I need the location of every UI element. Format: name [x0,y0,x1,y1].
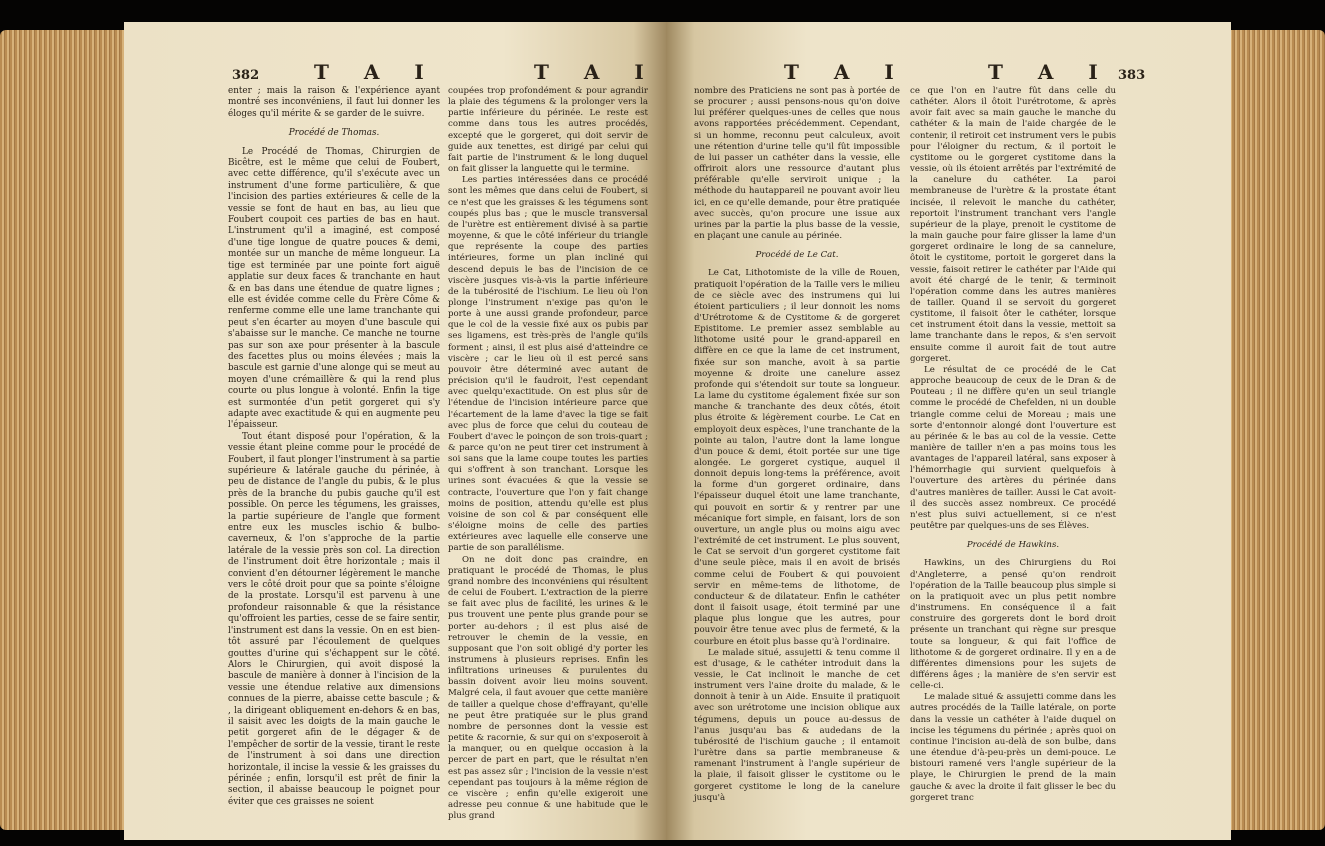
right-col1-heading: Procédé de Le Cat. [755,250,839,261]
right-page [666,22,1231,840]
right-col2-paragraph-1: ce que l'on en l'autre fût dans celle du cathéter. Alors il ôtoit l'urétrotome, & après avoir fait avec sa main gauche le manche du cathéter & la main de l'aide chargée de le contenir, il retiroit cet instrument vers le pubis pour l'éloigner du rectum, & il portoit le cystitome ou le gorgeret cystitome dans la vessie, où ils étoient arrêtés par l'extrémité de la canelure du cathéter. La paroi membraneuse de l'urètre & la prostate étant incisée, il relevoit le manche du cathéter, reportoit l'instrument tranchant vers l'angle supérieur de la playe, prenoit le cystitome de la main gauche pour faire glisser la lame d'un gorgeret ordinaire le long de sa cannelure, ôtoit le cystitome, portoit le gorgeret dans la vessie, faisoit retirer le cathéter par l'Aide qui avoit été chargé de le tenir, & terminoit l'opération comme dans les autres manières de tailler. Quand il se servoit du gorgeret cystitome, il faisoit ôter le cathéter, lorsque cet instrument étoit dans la vessie, mettoit sa lame tranchante dans le repos, & s'en servoit ensuite comme il auroit fait de tout autre gorgeret. [910,86,1116,364]
right-col2-paragraph-3: Hawkins, un des Chirurgiens du Roi d'Angleterre, a pensé qu'on rendroit l'opération de la Taille beaucoup plus simple si on la pratiquoit avec un plus petit nombre d'instrumens. En conséquence il a fait construire des gorgerets dont le bord droit présente un tranchant qui règne sur presque toute sa longueur, & qui fait l'office de lithotome & de gorgeret ordinaire. Il y en a de différentes dimensions pour les sujets de différens âges ; la manière de s'en servir est celle-ci. [910,558,1116,692]
left-col1-top-text: enter ; mais la raison & l'expérience ayant montré ses inconvéniens, il faut lui donner les éloges qu'il mérite & se garder de le suivre. [228,86,440,119]
left-col1-heading: Procédé de Thomas. [288,128,380,139]
right-col1-paragraph-3: Le malade situé, assujetti & tenu comme il est d'usage, & le cathéter introduit dans la vessie, le Cat inclinoit le manche de cet instrument vers l'aine droite du malade, & le donnoit à tenir à un Aide. Ensuite il pratiquoit avec son urétrotome une incision oblique aux tégumens, depuis un pouce au-dessus de l'anus jusqu'au bas & audedans de la tubérosité de l'ischium gauche ; il entamoit l'urètre dans sa partie membraneuse & ramenant l'instrument à l'angle supérieur de la plaie, il faisoit glisser le cystitome ou le gorgeret cystitome le long de la canelure jusqu'à [694,647,900,803]
left-col1-paragraph-2: Tout étant disposé pour l'opération, & la vessie étant pleine comme pour le procédé de Foubert, il faut plonger l'instrument à sa partie supérieure & latérale gauche du périnée, à peu de distance de l'angle du pubis, & le plus près de la branche du pubis gauche qu'il est possible. On perce les tégumens, les graisses, la partie supérieure de l'angle que forment entre eux les muscles ischio & bulbo-caverneux, & l'on s'approche de la partie latérale de la vessie près son col. La direction de l'instrument doit être horizontale ; mais il convient d'en détourner légèrement le manche vers le côté droit pour que sa pointe s'éloigne de la prostate. Lorsqu'il est parvenu à une profondeur raisonnable & que la résistance qu'offroient les parties, cesse de se faire sentir, l'instrument est dans la vessie. On en est bien-tôt assuré par l'écoulement de quelques gouttes d'urine qui s'échappent sur le côté. Alors le Chirurgien, qui avoit disposé la bascule de manière à donner à l'incision de la vessie une étendue relative aux dimensions connues de la pierre, abaisse cette bascule ; & , la dirigeant obliquement en-dehors & en bas, il saisit avec les doigts de la main gauche le petit gorgeret afin de le dégager & de l'empêcher de sortir de la vessie, tirant le reste de l'instrument à soi dans une direction horizontale, il incise la vessie & les graisses du périnée ; enfin, lorsqu'il est prêt de finir la section, il abaisse beaucoup le poignet pour éviter que ces graisses ne soient [228,431,440,807]
left-column-1 [228,86,440,808]
right-col2-paragraph-4: Le malade situé & assujetti comme dans les autres procédés de la Taille latérale, on porte dans la vessie un cathéter à l'aide duquel on incise les tégumens du périnée ; après quoi on continue l'incision au-delà de son bulbe, dans une étendue d'à-peu-près un demi-pouce. Le bistouri ramené vers l'angle supérieur de la playe, le Chirurgien le prend de la main gauche & avec la droite il fait glisser le bec du gorgeret tranc [910,692,1116,803]
right-running-header-col2: T A I [988,60,1112,84]
left-page [124,22,666,840]
left-col2-paragraph-2: Les parties intéressées dans ce procédé sont les mêmes que dans celui de Foubert, si ce n'est que les graisses & les tégumens sont coupés plus bas ; que le muscle transversal de l'urètre est entièrement divisé à sa partie moyenne, & que le côté inférieur du triangle que représente la coupe des parties intérieures, forme un plan incliné qui descend depuis le bas de l'incision de ce viscère jusques vis-à-vis la partie inférieure de la tubérosité de l'ischium. Le lieu où l'on plonge l'instrument n'exige pas qu'on le porte à une aussi grande profondeur, parce que le col de la vessie fixé aux os pubis par ses ligamens, est très-près de l'angle qu'ils forment ; ainsi, il est plus aisé d'atteindre ce viscère ; car le lieu où il est percé sans pouvoir être déterminé avec autant de précision qu'il le faudroit, l'est cependant avec quelqu'exactitude. On est plus sûr de l'étendue de l'incision intérieure parce que l'écartement de la lame d'avec la tige se fait avec plus de force que celui du couteau de Foubert d'avec le poinçon de son trois-quart ; & parce qu'on ne peut tirer cet instrument à soi sans que la lame coupe toutes les parties qui s'offrent à son tranchant. Lorsque les urines sont évacuées & que la vessie se contracte, l'ouverture que l'on y fait change moins de position, attendu qu'elle est plus voisine de son col & par conséquent elle s'éloigne moins de celle des parties extérieures avec laquelle elle conserve une partie de son parallélisme. [448,175,648,554]
right-col2-heading: Procédé de Hawkins. [966,540,1060,551]
left-running-header-col2: T A I [534,60,658,84]
left-page-edges [0,30,132,830]
right-col1-paragraph-2: Le Cat, Lithotomiste de la ville de Rouen, pratiquoit l'opération de la Taille vers le milieu de ce siècle avec des instrumens qui lui étoient particuliers ; il leur donnoit les noms d'Urétrotome & de Cystitome & de gorgeret Epistitome. Le premier assez semblable au lithotome usité pour le grand-appareil en diffère en ce que la lame de cet instrument, fixée sur son manche, avoit à sa partie moyenne & droite une canelure assez profonde qui s'étendoit sur toute sa longueur. La lame du cystitome également fixée sur son manche & tranchante des deux côtés, étoit plus étroite & légèrement courbe. Le Cat en employoit deux espèces, l'une tranchante de la pointe au talon, l'autre dont la lame longue d'un pouce & demi, étoit portée sur une tige alongée. Le gorgeret cystique, auquel il donnoit depuis long-tems la préférence, avoit la forme d'un gorgeret ordinaire, dans l'épaisseur duquel étoit une lame tranchante, qui pouvoit en sortir & y rentrer par une mécanique fort simple, en faisant, lors de son ouverture, un angle plus ou moins aigu avec l'extrémité de cet instrument. Le plus souvent, le Cat se servoit d'un gorgeret cystitome fait d'une seule pièce, mais il en avoit de brisés comme celui de Foubert & qui pouvoient servir en même-tems de lithotome, de conducteur & de dilatateur. Enfin le cathéter dont il faisoit usage, étoit terminé par une plaque plus longue que les autres, pour pouvoir être tenue avec plus de fermeté, & la courbure en étoit plus basse qu'à l'ordinaire. [694,268,900,647]
left-running-header-col1: T A I [314,60,438,84]
right-page-edges [1225,30,1325,830]
right-col2-paragraph-2: Le résultat de ce procédé de le Cat approche beaucoup de ceux de le Dran & de Pouteau ; il ne diffère qu'en un seul triangle comme le procédé de Chefelden, ni un double triangle comme celui de Moreau ; mais une sorte d'entonnoir alongé dont l'ouverture est au périnée & le bas au col de la vessie. Cette manière de tailler n'en a pas moins tous les avantages de l'appareil latéral, sans exposer à l'hémorrhagie qui survient quelquefois à l'ouverture des artères du périnée dans d'autres manières de tailler. Aussi le Cat avoit-il des succès assez nombreux. Ce procédé n'est plus suivi actuellement, si ce n'est peutêtre par quelques-uns de ses Élèves. [910,364,1116,532]
open-book [0,22,1325,840]
left-col2-paragraph-3: On ne doit donc pas craindre, en pratiquant le procédé de Thomas, le plus grand nombre des inconvéniens qui résultent de celui de Foubert. L'extraction de la pierre se fait avec plus de facilité, les urines & le pus trouvent une pente plus grande pour se porter au-dehors ; il est plus aisé de retrouver le chemin de la vessie, en supposant que l'on soit obligé d'y porter les instrumens à plusieurs reprises. Enfin les infiltrations urineuses & purulentes du bassin doivent avoir lieu moins souvent. Malgré cela, il faut avouer que cette manière de tailler a quelque chose d'effrayant, qu'elle ne peut être pratiquée sur le plus grand nombre de personnes dont la vessie est petite & racornie, & sur qui on s'exposeroit à la manquer, ou en quelque occasion à la percer de part en part, que le résultat n'en est pas assez sûr ; l'incision de la vessie n'est cependant pas toujours à la même région de ce viscère ; enfin qu'elle exigeroit une adresse peu connue & une habitude que le plus grand [448,554,648,822]
right-column-1 [694,86,900,804]
right-col1-paragraph-1: nombre des Praticiens ne sont pas à portée de se procurer ; aussi pensons-nous qu'on doive lui préférer quelques-unes de celles que nous avons rapportées précédemment. Cependant, si un homme, reconnu peut calculeux, avoit une rétention d'urine telle qu'il fût impossible de lui passer un cathéter dans la vessie, elle offriroit alors une ressource d'autant plus préférable qu'elle serviroit unique ; la méthode du hautappareil ne pouvant avoir lieu ici, en ce qu'elle demande, pour être pratiquée avec succès, qu'on procure une issue aux urines par la partie la plus basse de la vessie, en plaçant une canule au périnée. [694,86,900,242]
right-column-2 [910,86,1116,804]
left-page-number: 382 [232,68,260,83]
left-col2-paragraph-1: coupées trop profondément & pour agrandir la plaie des tégumens & la prolonger vers la partie inférieure du périnée. Le reste est comme dans tous les autres procédés, excepté que le gorgeret, qui doit servir de guide aux tenettes, est dirigé par celui qui fait partie de l'instrument & le long duquel on fait glisser la languette qui le termine. [448,86,648,175]
left-column-2 [448,86,648,822]
left-col1-paragraph-1: Le Procédé de Thomas, Chirurgien de Bicêtre, est le même que celui de Foubert, avec cette différence, qu'il s'exécute avec un instrument d'une forme particulière, & que l'incision des parties extérieures & celle de la vessie se font de haut en bas, au lieu que Foubert coupoit ces parties de bas en haut. L'instrument qu'il a imaginé, est composé d'une tige longue de quatre pouces & demi, montée sur un manche de même longueur. La tige est terminée par une pointe fort aiguë applatie sur deux faces & tranchante en haut & en bas dans une étendue de quatre lignes ; elle est évidée comme celle du Frère Côme & renferme comme elle une lame tranchante qui peut s'en écarter au moyen d'une bascule qui s'abaisse sur le manche. Ce manche ne tourne pas sur son axe pour présenter à la bascule des facettes plus ou moins élevées ; mais la bascule est garnie d'une alonge qui se meut au moyen d'une crémaillère & qui la rend plus courte ou plus longue à volonté. Enfin la tige est surmontée d'un petit gorgeret qui s'y adapte avec exactitude & qui en augmente peu l'épaisseur. [228,146,440,431]
right-page-number: 383 [1118,68,1146,83]
right-running-header-col1: T A I [784,60,908,84]
